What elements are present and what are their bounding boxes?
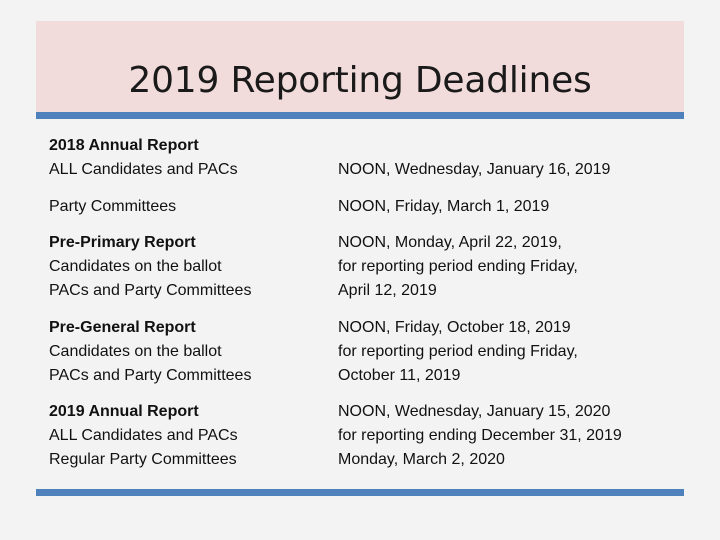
report-description — [49, 400, 334, 472]
deadline-line: NOON, Friday, March 1, 2019 — [338, 198, 550, 215]
deadline-line: for reporting ending December 31, 2019 — [338, 427, 622, 444]
deadline-line: for reporting period ending Friday, — [338, 258, 578, 275]
filer-type: PACs and Party Committees — [49, 367, 252, 384]
deadline-text — [338, 158, 678, 182]
filer-type: Candidates on the ballot — [49, 258, 222, 275]
filer-type: ALL Candidates and PACs — [49, 427, 238, 444]
deadline-text — [338, 400, 678, 472]
report-description — [49, 231, 334, 303]
filer-type: Party Committees — [49, 198, 177, 215]
deadline-line: for reporting period ending Friday, — [338, 343, 578, 360]
deadline-line: NOON, Wednesday, January 15, 2020 — [338, 403, 611, 420]
report-description — [49, 316, 334, 388]
filer-type: ALL Candidates and PACs — [49, 161, 238, 178]
report-description — [49, 195, 334, 219]
filer-type: PACs and Party Committees — [49, 282, 252, 299]
deadline-line: October 11, 2019 — [338, 367, 461, 384]
top-divider — [36, 112, 684, 119]
title-band — [36, 21, 684, 112]
deadline-line: NOON, Friday, October 18, 2019 — [338, 319, 571, 336]
deadline-text — [338, 231, 678, 303]
report-name: 2019 Annual Report — [49, 403, 199, 420]
deadline-text — [338, 195, 678, 219]
filer-type: Regular Party Committees — [49, 451, 237, 468]
report-name: 2018 Annual Report — [49, 137, 199, 154]
deadline-line: NOON, Monday, April 22, 2019, — [338, 234, 562, 251]
slide-title: 2019 Reporting Deadlines — [128, 60, 592, 101]
deadline-line: April 12, 2019 — [338, 282, 437, 299]
deadline-text — [338, 316, 678, 388]
report-name: Pre-General Report — [49, 319, 196, 336]
bottom-divider — [36, 489, 684, 496]
deadline-line: Monday, March 2, 2020 — [338, 451, 505, 468]
deadline-line: NOON, Wednesday, January 16, 2019 — [338, 161, 611, 178]
report-description — [49, 134, 334, 182]
filer-type: Candidates on the ballot — [49, 343, 222, 360]
report-name: Pre-Primary Report — [49, 234, 196, 251]
